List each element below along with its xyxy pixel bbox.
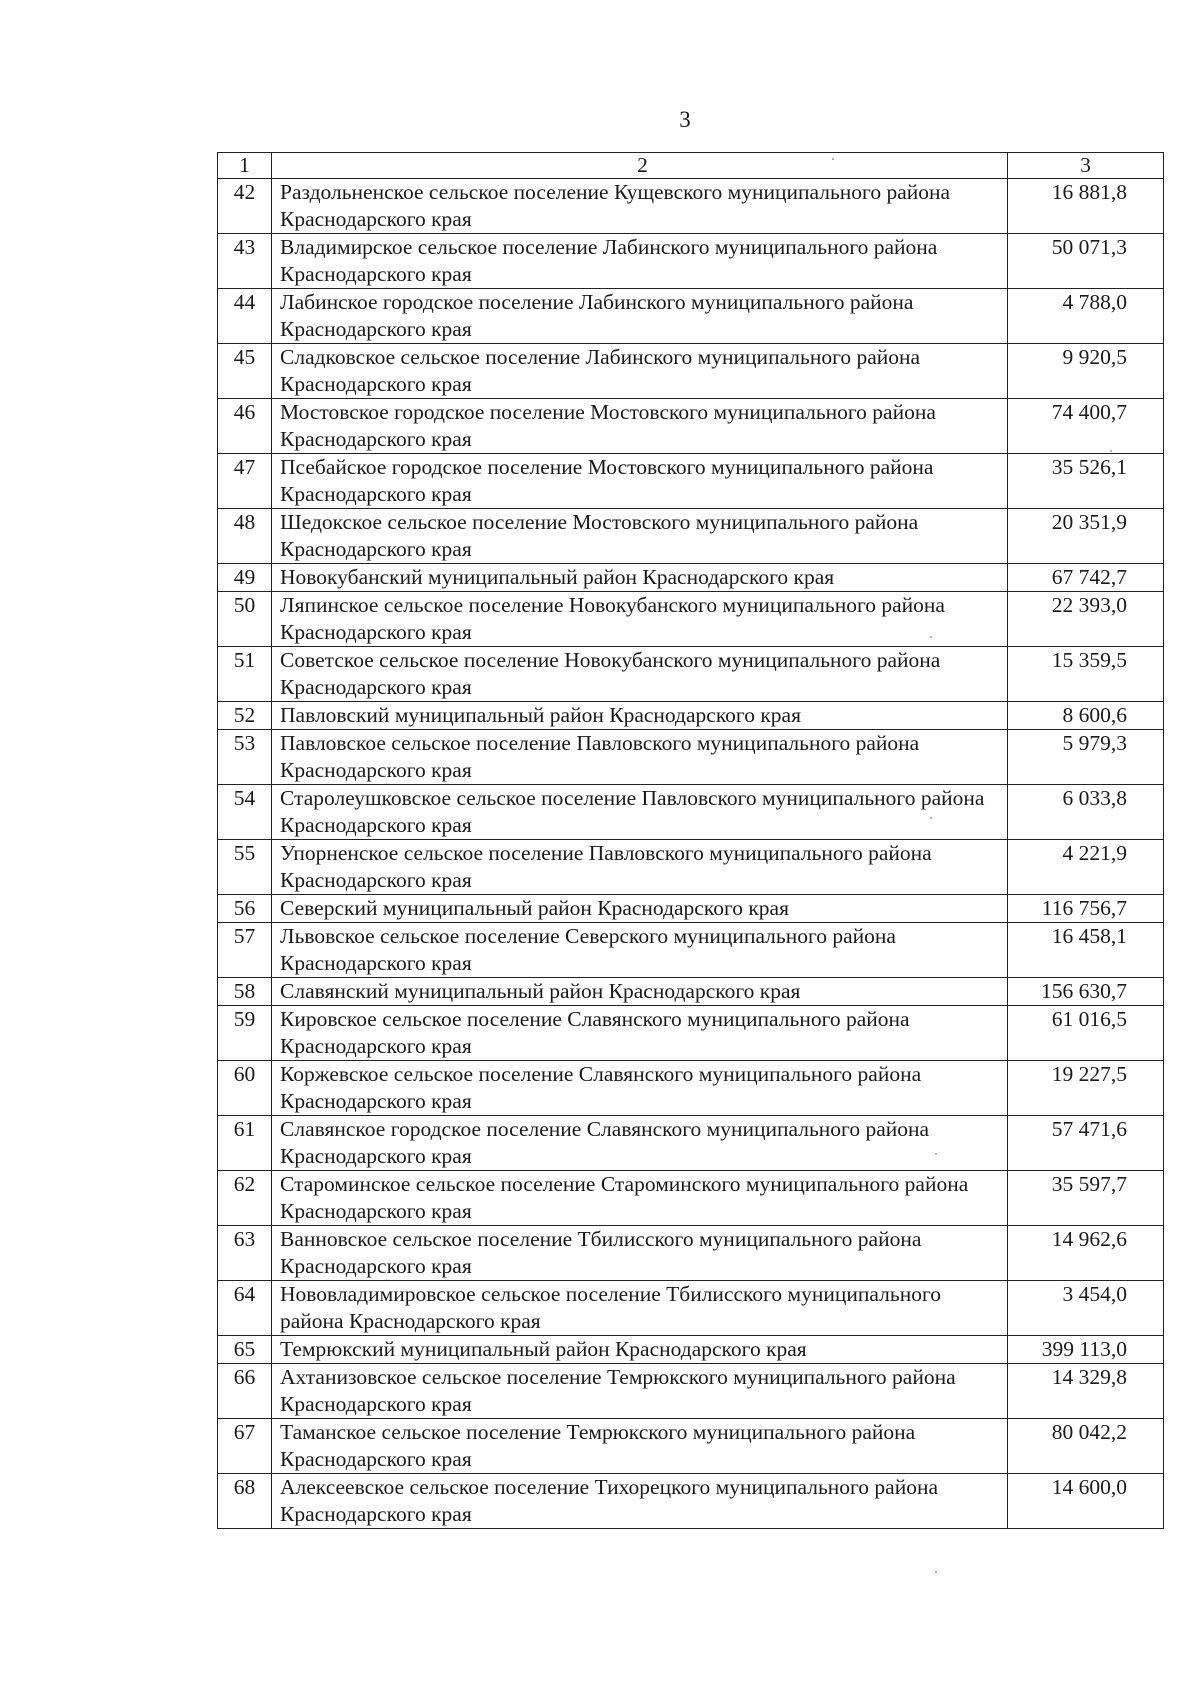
table-row — [218, 1006, 1164, 1061]
table-row — [218, 399, 1164, 454]
table-header-row — [218, 153, 1164, 179]
row-name: Ляпинское сельское поселение Новокубанского муниципального района Краснодарского края — [272, 592, 1008, 647]
table-row — [218, 509, 1164, 564]
row-value: 9 920,5 — [1008, 344, 1164, 399]
row-value: 50 071,3 — [1008, 234, 1164, 289]
table-row — [218, 454, 1164, 509]
row-value: 156 630,7 — [1008, 978, 1164, 1006]
table-row — [218, 1419, 1164, 1474]
table-row — [218, 1364, 1164, 1419]
row-name: Алексеевское сельское поселение Тихорецкого муниципального района Краснодарского края — [272, 1474, 1008, 1529]
row-value: 399 113,0 — [1008, 1336, 1164, 1364]
row-name: Староминское сельское поселение Староминского муниципального района Краснодарского края — [272, 1171, 1008, 1226]
row-value: 20 351,9 — [1008, 509, 1164, 564]
municipal-table — [217, 152, 1164, 1529]
row-name: Советское сельское поселение Новокубанского муниципального района Краснодарского края — [272, 647, 1008, 702]
row-name: Львовское сельское поселение Северского муниципального района Краснодарского края — [272, 923, 1008, 978]
row-name: Нововладимировское сельское поселение Тбилисского муниципального района Краснодарского края — [272, 1281, 1008, 1336]
row-number: 54 — [218, 785, 272, 840]
row-value: 74 400,7 — [1008, 399, 1164, 454]
row-number: 57 — [218, 923, 272, 978]
row-number: 67 — [218, 1419, 272, 1474]
row-value: 14 329,8 — [1008, 1364, 1164, 1419]
row-name: Ванновское сельское поселение Тбилисского муниципального района Краснодарского края — [272, 1226, 1008, 1281]
row-name: Лабинское городское поселение Лабинского муниципального района Краснодарского края — [272, 289, 1008, 344]
row-number: 47 — [218, 454, 272, 509]
row-value: 4 788,0 — [1008, 289, 1164, 344]
table-row — [218, 1116, 1164, 1171]
row-value: 61 016,5 — [1008, 1006, 1164, 1061]
table-row — [218, 289, 1164, 344]
row-value: 6 033,8 — [1008, 785, 1164, 840]
row-value: 80 042,2 — [1008, 1419, 1164, 1474]
row-number: 50 — [218, 592, 272, 647]
row-value: 15 359,5 — [1008, 647, 1164, 702]
row-number: 56 — [218, 895, 272, 923]
table-row — [218, 702, 1164, 730]
table-row — [218, 840, 1164, 895]
row-number: 45 — [218, 344, 272, 399]
table-row — [218, 647, 1164, 702]
row-name: Темрюкский муниципальный район Краснодарского края — [272, 1336, 1008, 1364]
row-name: Коржевское сельское поселение Славянского муниципального района Краснодарского края — [272, 1061, 1008, 1116]
row-number: 60 — [218, 1061, 272, 1116]
header-col-2: 2 — [272, 153, 1008, 179]
row-number: 43 — [218, 234, 272, 289]
header-col-3: 3 — [1008, 153, 1164, 179]
table-row — [218, 923, 1164, 978]
row-number: 63 — [218, 1226, 272, 1281]
table-row — [218, 179, 1164, 234]
table-body — [218, 153, 1164, 1529]
row-number: 46 — [218, 399, 272, 454]
table-row — [218, 978, 1164, 1006]
table-row — [218, 895, 1164, 923]
table-row — [218, 1061, 1164, 1116]
table-row — [218, 344, 1164, 399]
scan-speck — [930, 636, 932, 638]
row-name: Новокубанский муниципальный район Краснодарского края — [272, 564, 1008, 592]
page-number: 3 — [679, 107, 691, 132]
row-value: 22 393,0 — [1008, 592, 1164, 647]
row-name: Сладковское сельское поселение Лабинского муниципального района Краснодарского края — [272, 344, 1008, 399]
row-name: Павловский муниципальный район Краснодарского края — [272, 702, 1008, 730]
row-value: 3 454,0 — [1008, 1281, 1164, 1336]
scan-speck — [930, 817, 932, 819]
row-value: 16 881,8 — [1008, 179, 1164, 234]
row-number: 49 — [218, 564, 272, 592]
row-name: Кировское сельское поселение Славянского муниципального района Краснодарского края — [272, 1006, 1008, 1061]
row-value: 116 756,7 — [1008, 895, 1164, 923]
table-row — [218, 1281, 1164, 1336]
row-name: Старолеушковское сельское поселение Павловского муниципального района Краснодарского края — [272, 785, 1008, 840]
row-number: 51 — [218, 647, 272, 702]
row-number: 65 — [218, 1336, 272, 1364]
row-value: 14 962,6 — [1008, 1226, 1164, 1281]
row-name: Таманское сельское поселение Темрюкского муниципального района Краснодарского края — [272, 1419, 1008, 1474]
row-name: Раздольненское сельское поселение Кущевского муниципального района Краснодарского края — [272, 179, 1008, 234]
row-number: 68 — [218, 1474, 272, 1529]
row-name: Славянское городское поселение Славянского муниципального района Краснодарского края — [272, 1116, 1008, 1171]
header-col-1: 1 — [218, 153, 272, 179]
scan-speck — [1110, 450, 1112, 452]
table-row — [218, 592, 1164, 647]
row-value: 14 600,0 — [1008, 1474, 1164, 1529]
row-number: 62 — [218, 1171, 272, 1226]
row-value: 67 742,7 — [1008, 564, 1164, 592]
row-name: Мостовское городское поселение Мостовского муниципального района Краснодарского края — [272, 399, 1008, 454]
table-row — [218, 1336, 1164, 1364]
row-name: Славянский муниципальный район Краснодарского края — [272, 978, 1008, 1006]
row-name: Шедокское сельское поселение Мостовского муниципального района Краснодарского края — [272, 509, 1008, 564]
scan-speck — [832, 158, 834, 160]
row-name: Северский муниципальный район Краснодарского края — [272, 895, 1008, 923]
row-name: Павловское сельское поселение Павловского муниципального района Краснодарского края — [272, 730, 1008, 785]
scan-speck — [935, 1571, 937, 1573]
row-number: 42 — [218, 179, 272, 234]
row-number: 55 — [218, 840, 272, 895]
row-number: 53 — [218, 730, 272, 785]
row-number: 44 — [218, 289, 272, 344]
table-row — [218, 234, 1164, 289]
row-number: 64 — [218, 1281, 272, 1336]
row-value: 8 600,6 — [1008, 702, 1164, 730]
table-row — [218, 1226, 1164, 1281]
row-number: 66 — [218, 1364, 272, 1419]
row-name: Владимирское сельское поселение Лабинского муниципального района Краснодарского края — [272, 234, 1008, 289]
table-row — [218, 1171, 1164, 1226]
row-number: 48 — [218, 509, 272, 564]
row-value: 4 221,9 — [1008, 840, 1164, 895]
row-number: 61 — [218, 1116, 272, 1171]
row-value: 35 597,7 — [1008, 1171, 1164, 1226]
table-row — [218, 564, 1164, 592]
row-name: Псебайское городское поселение Мостовского муниципального района Краснодарского края — [272, 454, 1008, 509]
row-value: 5 979,3 — [1008, 730, 1164, 785]
row-number: 52 — [218, 702, 272, 730]
table-row — [218, 785, 1164, 840]
table-row — [218, 730, 1164, 785]
row-value: 57 471,6 — [1008, 1116, 1164, 1171]
row-name: Упорненское сельское поселение Павловского муниципального района Краснодарского края — [272, 840, 1008, 895]
row-value: 35 526,1 — [1008, 454, 1164, 509]
table-row — [218, 1474, 1164, 1529]
scan-speck — [935, 1153, 937, 1155]
row-name: Ахтанизовское сельское поселение Темрюкского муниципального района Краснодарского края — [272, 1364, 1008, 1419]
row-number: 59 — [218, 1006, 272, 1061]
row-value: 16 458,1 — [1008, 923, 1164, 978]
row-value: 19 227,5 — [1008, 1061, 1164, 1116]
row-number: 58 — [218, 978, 272, 1006]
